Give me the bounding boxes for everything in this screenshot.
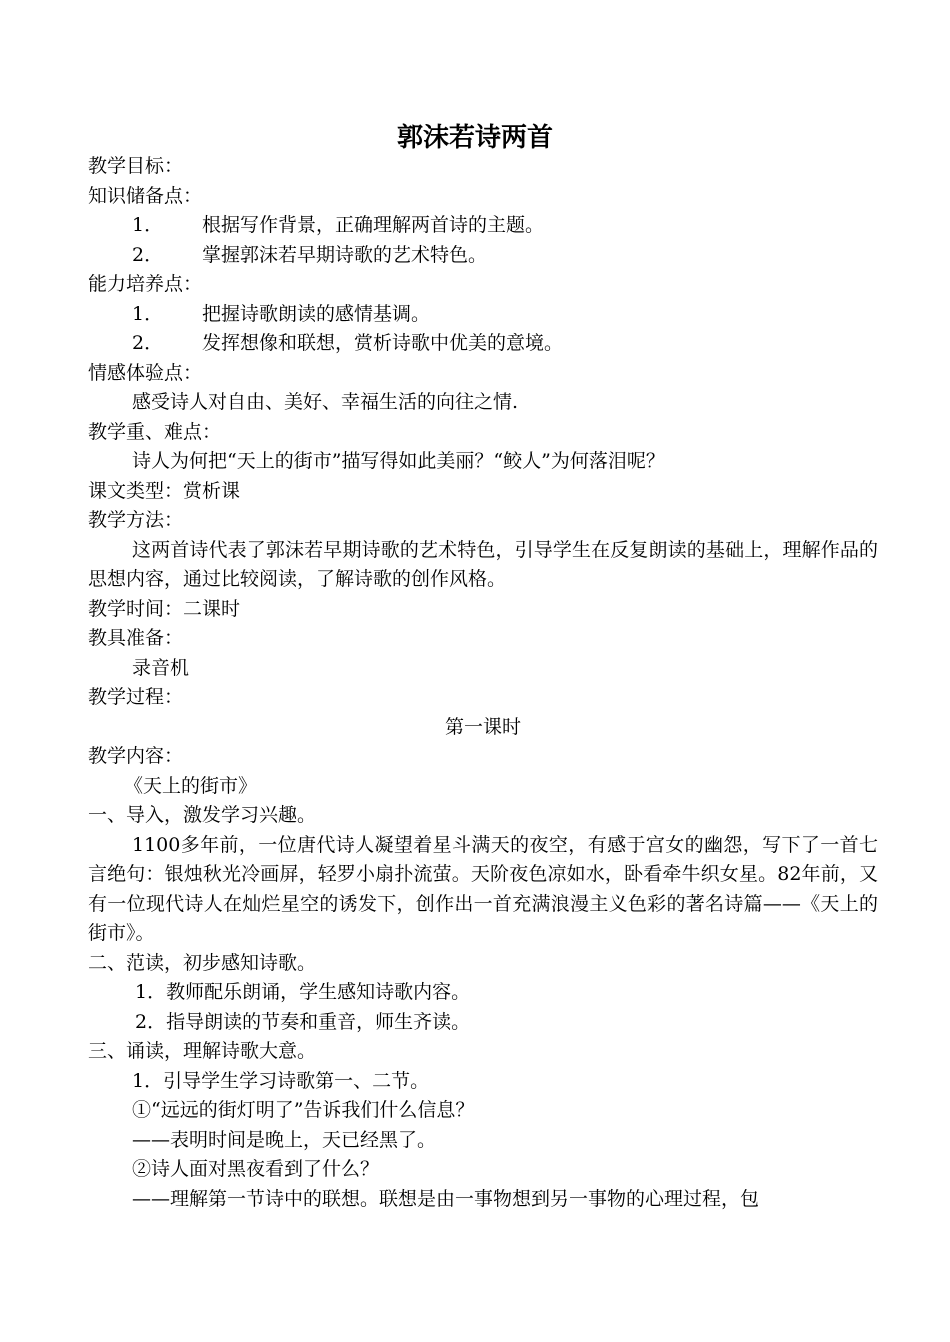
section2-item: 1．教师配乐朗诵，学生感知诗歌内容。 bbox=[135, 981, 471, 1003]
item-number: 1． bbox=[132, 214, 164, 236]
ability-item bbox=[88, 300, 878, 330]
item-text: 把握诗歌朗读的感情基调。 bbox=[202, 302, 431, 325]
lesson-type: 课文类型：赏析课 bbox=[88, 479, 241, 502]
item-number: 1． bbox=[132, 302, 164, 325]
document-body bbox=[88, 152, 878, 1214]
section1-text: 1100多年前，一位唐代诗人凝望着星斗满天的夜空，有感于宫女的幽怨，写下了一首七言绝句：银烛秋光冷画屏，轻罗小扇扑流萤。天阶夜色凉如水，卧看牵牛织女星。82年前，又有一位现代诗人在灿烂星空的诱发下，创作出一首充满浪漫主义色彩的著名诗篇——《天上的街市》。 bbox=[88, 833, 878, 944]
tools-text: 录音机 bbox=[132, 656, 190, 679]
tools-heading: 教具准备： bbox=[88, 627, 184, 649]
goals-heading: 教学目标： bbox=[88, 155, 184, 177]
section2-item: 2．指导朗读的节奏和重音，师生齐读。 bbox=[135, 1010, 471, 1033]
key-points-text: 诗人为何把“天上的街市”描写得如此美丽？“鲛人”为何落泪呢？ bbox=[132, 450, 665, 472]
teaching-time: 教学时间：二课时 bbox=[88, 597, 241, 620]
knowledge-heading: 知识储备点： bbox=[88, 184, 203, 207]
knowledge-item bbox=[88, 211, 878, 241]
knowledge-item bbox=[88, 241, 878, 271]
ability-item bbox=[88, 329, 878, 359]
section3-line: ——表明时间是晚上，天已经黑了。 bbox=[132, 1128, 437, 1151]
emotion-text: 感受诗人对自由、美好、幸福生活的向往之情. bbox=[132, 391, 519, 413]
key-points-heading: 教学重、难点： bbox=[88, 420, 222, 443]
content-heading: 教学内容： bbox=[88, 745, 184, 767]
section3-line: ②诗人面对黑夜看到了什么？ bbox=[132, 1158, 380, 1180]
emotion-heading: 情感体验点： bbox=[88, 361, 203, 384]
process-heading: 教学过程： bbox=[88, 686, 184, 708]
section3-heading: 三、诵读，理解诗歌大意。 bbox=[88, 1040, 317, 1062]
poem-title: 《天上的街市》 bbox=[124, 774, 258, 797]
section3-line: ——理解第一节诗中的联想。联想是由一事物想到另一事物的心理过程，包 bbox=[132, 1187, 760, 1210]
item-text: 发挥想像和联想，赏析诗歌中优美的意境。 bbox=[202, 332, 564, 354]
item-text: 根据写作背景，正确理解两首诗的主题。 bbox=[202, 214, 545, 236]
item-text: 掌握郭沫若早期诗歌的艺术特色。 bbox=[202, 243, 488, 266]
section2-heading: 二、范读，初步感知诗歌。 bbox=[88, 951, 317, 974]
section3-line: ①“远远的街灯明了”告诉我们什么信息？ bbox=[132, 1099, 475, 1121]
method-heading: 教学方法： bbox=[88, 509, 184, 531]
ability-heading: 能力培养点： bbox=[88, 273, 203, 295]
item-number: 2． bbox=[132, 332, 164, 354]
section3-line: 1．引导学生学习诗歌第一、二节。 bbox=[132, 1069, 430, 1092]
method-text: 这两首诗代表了郭沫若早期诗歌的艺术特色，引导学生在反复朗读的基础上，理解作品的思想内容，通过比较阅读，了解诗歌的创作风格。 bbox=[88, 538, 878, 590]
document-title: 郭沫若诗两首 bbox=[396, 123, 553, 153]
item-number: 2． bbox=[132, 243, 164, 266]
period-heading: 第一课时 bbox=[444, 715, 521, 738]
section1-heading: 一、导入，激发学习兴趣。 bbox=[88, 804, 317, 826]
